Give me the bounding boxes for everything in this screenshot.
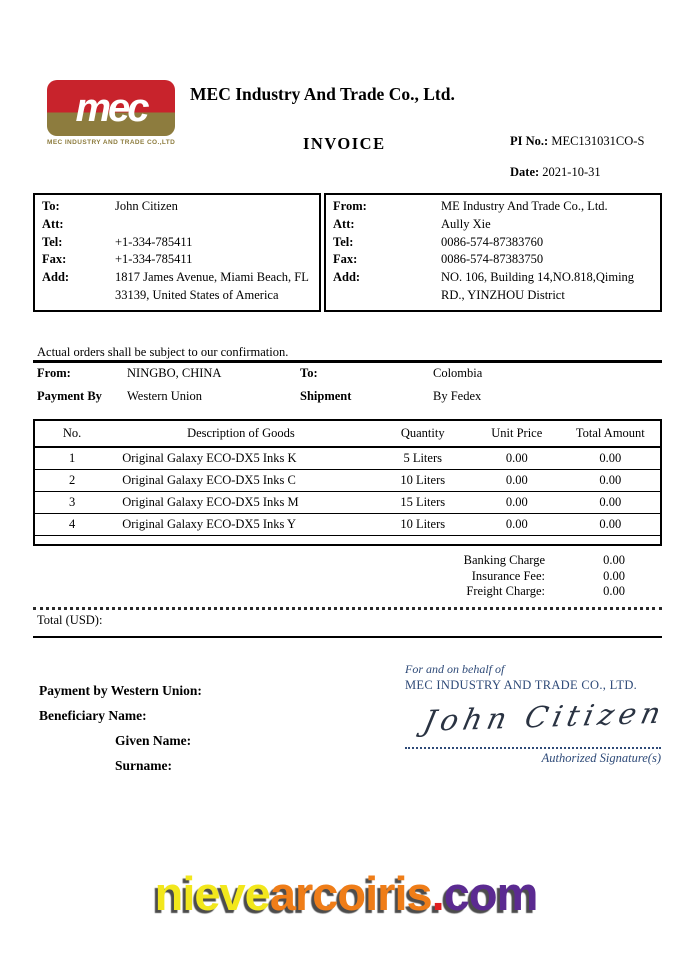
to-row-tel [42, 234, 313, 252]
cell-total-amount: 0.00 [561, 513, 661, 535]
from-row-fax [333, 251, 654, 269]
document-title: INVOICE [303, 134, 386, 153]
cell-no: 2 [34, 469, 109, 491]
header-unit-price: Unit Price [473, 420, 561, 447]
cell-quantity: 10 Liters [373, 469, 473, 491]
cell-no: 4 [34, 513, 109, 535]
invoice-date-label: Date: [510, 165, 540, 179]
banking-charge-label: Banking Charge [463, 553, 545, 567]
shipment-label: Shipment [300, 389, 352, 403]
goods-table [33, 419, 662, 546]
cell-total-amount: 0.00 [561, 491, 661, 513]
authorized-signature-label: Authorized Signature(s) [541, 751, 661, 765]
site-watermark [0, 866, 692, 921]
header-description: Description of Goods [109, 420, 372, 447]
signature-company: MEC INDUSTRY AND TRADE CO., LTD. [405, 678, 638, 692]
cell-description: Original Galaxy ECO-DX5 Inks Y [109, 513, 372, 535]
watermark-dot: . [431, 867, 444, 920]
given-name-line: Given Name: [115, 733, 192, 748]
invoice-date-value: 2021-10-31 [542, 165, 601, 179]
beneficiary-name-line: Beneficiary Name: [39, 708, 147, 723]
payment-method-line: Payment by Western Union: [39, 683, 202, 698]
total-usd-label: Total (USD): [37, 613, 103, 627]
cell-quantity: 15 Liters [373, 491, 473, 513]
banking-charge-value: 0.00 [603, 553, 625, 567]
shipment-value: By Fedex [433, 389, 482, 403]
watermark-nieve: nieve [154, 867, 270, 920]
ship-from-label: From: [37, 366, 71, 380]
freight-charge-label: Freight Charge: [466, 584, 545, 598]
table-row [34, 469, 661, 491]
add-value: 1817 James Avenue, Miami Beach, FL 33139, United States of America [115, 270, 309, 302]
from-tel-value: 0086-574-87383760 [441, 234, 544, 249]
dotted-divider [33, 607, 662, 610]
cell-unit-price: 0.00 [473, 447, 561, 469]
insurance-fee-label: Insurance Fee: [471, 568, 545, 583]
cell-description: Original Galaxy ECO-DX5 Inks M [109, 491, 372, 513]
company-title: MEC Industry And Trade Co., Ltd. [190, 84, 455, 104]
confirmation-note: Actual orders shall be subject to our confirmation. [37, 345, 289, 359]
from-fax-label: Fax: [333, 252, 358, 267]
pi-number-value: MEC131031CO-S [551, 134, 645, 148]
payment-by-value: Western Union [127, 389, 203, 403]
from-tel-label: Tel: [333, 234, 354, 249]
cell-no: 1 [34, 447, 109, 469]
behalf-text: For and on behalf of [405, 662, 505, 676]
cell-total-amount: 0.00 [561, 469, 661, 491]
watermark-com: com [443, 867, 538, 920]
from-add-value: NO. 106, Building 14,NO.818,Qiming RD., YINZHOU District [441, 270, 635, 302]
ship-to-value: Colombia [433, 366, 483, 380]
to-box [33, 193, 321, 312]
total-divider [33, 636, 662, 638]
cell-description: Original Galaxy ECO-DX5 Inks K [109, 447, 372, 469]
to-row-to [42, 198, 313, 216]
att-label: Att: [42, 216, 64, 231]
to-row-fax [42, 251, 313, 269]
add-label: Add: [42, 270, 70, 284]
cell-no: 3 [34, 491, 109, 513]
from-label: From: [333, 199, 367, 213]
from-row-att [333, 216, 654, 234]
cell-description: Original Galaxy ECO-DX5 Inks C [109, 469, 372, 491]
att-value [115, 216, 313, 234]
to-row-att [42, 216, 313, 234]
fax-value: +1-334-785411 [115, 252, 193, 267]
table-row [34, 513, 661, 535]
ship-to-label: To: [300, 366, 318, 380]
from-row-add [333, 269, 654, 305]
pi-number-label: PI No.: [510, 134, 549, 148]
cell-unit-price: 0.00 [473, 513, 561, 535]
from-row-from [333, 198, 654, 216]
header-no: No. [34, 420, 109, 447]
fax-label: Fax: [42, 252, 67, 267]
from-box [324, 193, 662, 312]
cell-unit-price: 0.00 [473, 469, 561, 491]
tel-value: +1-334-785411 [115, 234, 193, 249]
to-label: To: [42, 199, 60, 213]
from-att-value: Aully Xie [441, 216, 491, 231]
from-fax-value: 0086-574-87383750 [441, 252, 544, 267]
signature-dotted-line [405, 747, 661, 749]
watermark-arcoiris: arcoiris [269, 867, 432, 920]
table-row [34, 447, 661, 469]
cell-quantity: 5 Liters [373, 447, 473, 469]
logo-badge [47, 80, 175, 136]
logo-mec-text: mec [75, 86, 147, 130]
invoice-date [510, 165, 601, 180]
freight-charge-value: 0.00 [603, 584, 625, 598]
insurance-fee-value: 0.00 [603, 568, 625, 583]
logo-caption: MEC INDUSTRY AND TRADE CO.,LTD [47, 139, 176, 146]
to-row-add [42, 269, 313, 305]
goods-header-row [34, 420, 661, 447]
pi-number [510, 134, 644, 149]
header-quantity: Quantity [373, 420, 473, 447]
signature-handwriting: John Citizen [420, 695, 669, 739]
from-row-tel [333, 234, 654, 252]
surname-line: Surname: [115, 758, 172, 773]
header-total-amount: Total Amount [561, 420, 661, 447]
from-att-label: Att: [333, 216, 355, 231]
to-value: John Citizen [115, 199, 178, 213]
ship-from-value: NINGBO, CHINA [127, 366, 222, 380]
from-value: ME Industry And Trade Co., Ltd. [441, 199, 608, 213]
cell-quantity: 10 Liters [373, 513, 473, 535]
note-divider [33, 360, 662, 363]
payment-by-label: Payment By [37, 389, 102, 403]
company-logo [47, 80, 177, 146]
table-row [34, 491, 661, 513]
from-add-label: Add: [333, 270, 361, 284]
tel-label: Tel: [42, 234, 63, 249]
cell-total-amount: 0.00 [561, 447, 661, 469]
cell-unit-price: 0.00 [473, 491, 561, 513]
table-spacer-row [34, 535, 661, 545]
